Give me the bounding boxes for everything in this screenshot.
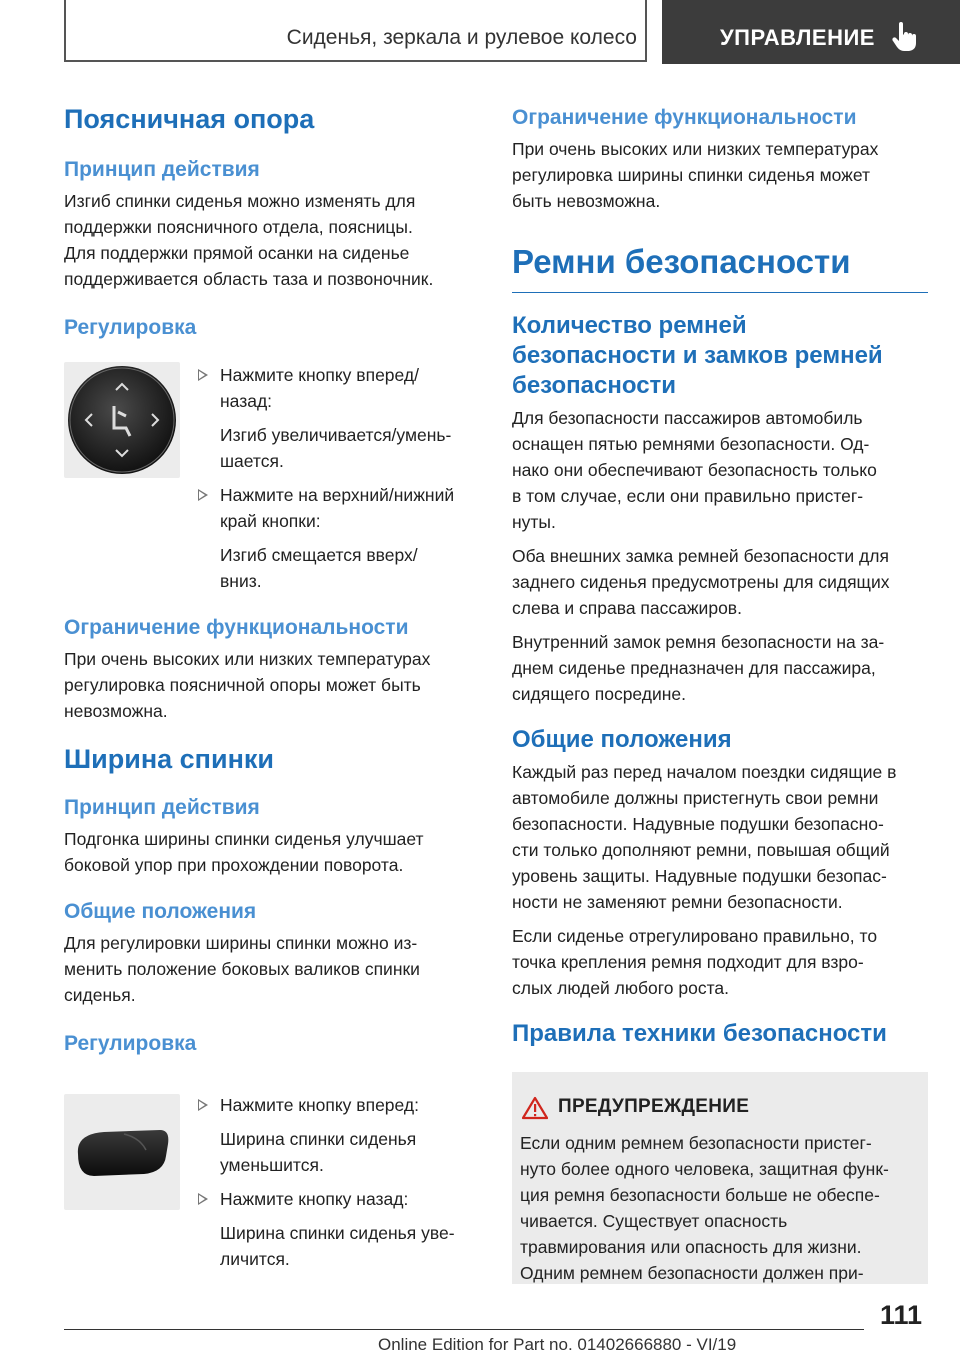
lumbar-bullets <box>190 362 480 594</box>
general-paragraph-1: Каждый раз перед началом поездки сидящие в автомобиле должны пристегнуть свои ремни безопасности. Надувные подушки безопасно- сти только дополняют ремни, повышая общий уровень защиты. Надувные подушки безопас- ности не заменяют ремни безопасности. <box>512 762 897 912</box>
width-limit-text: При очень высоких или низких температурах регулировка ширины спинки сиденья может быть невозможна. <box>512 139 879 211</box>
count-paragraph-3: Внутренний замок ремня безопасности на за- днем сиденье предназначен для пассажира, сидящего посредине. <box>512 632 885 704</box>
edition-footer: Online Edition for Part no. 01402666880 - VI/19 <box>378 1335 737 1354</box>
width-principle-text: Подгонка ширины спинки сиденья улучшает боковой упор при прохождении поворота. <box>64 829 424 875</box>
width-title: Ширина спинки <box>64 744 274 774</box>
footer-rule <box>64 1329 864 1330</box>
page-number: 111 <box>880 1300 923 1330</box>
left-column-lower <box>64 614 484 1058</box>
right-column <box>512 104 932 1049</box>
rules-title: Правила техники безопасности <box>512 1020 887 1047</box>
list-item: Нажмите на верхний/нижний край кнопки: Изгиб смещается вверх/ вниз. <box>190 482 480 594</box>
lumbar-limit-title: Ограничение функциональности <box>64 616 409 639</box>
width-adjust-title: Регулировка <box>64 1032 197 1055</box>
lumbar-principle-title: Принцип действия <box>64 158 260 181</box>
bullet-triangle-icon <box>198 489 208 501</box>
lumbar-button-image <box>64 362 180 478</box>
title-rule <box>512 292 928 293</box>
warning-title: ПРЕДУПРЕЖДЕНИЕ <box>558 1096 750 1117</box>
hand-pointer-icon <box>892 22 918 52</box>
lumbar-limit-text: При очень высоких или низких температурах регулировка поясничной опоры может быть невозможна. <box>64 649 431 721</box>
width-button-image <box>64 1094 180 1210</box>
chapter-badge[interactable] <box>662 0 960 64</box>
list-item: Нажмите кнопку назад: Ширина спинки сиденья уве- личится. <box>190 1186 480 1272</box>
list-item: Нажмите кнопку вперед: Ширина спинки сиденья уменьшится. <box>190 1092 480 1178</box>
count-paragraph-1: Для безопасности пассажиров автомобиль оснащен пятью ремнями безопасности. Од- нако они обеспечивают безопасность только в том случае, если они правильно пристег- нуты. <box>512 408 877 532</box>
bullet-triangle-icon <box>198 369 208 381</box>
count-title: Количество ремней безопасности и замков ремней безопасности <box>512 312 883 399</box>
belts-title: Ремни безопасности <box>512 243 851 280</box>
general-paragraph-2: Если сиденье отрегулировано правильно, то точка крепления ремня подходит для взро- слых людей любого роста. <box>512 926 878 998</box>
width-limit-title: Ограничение функциональности <box>512 106 857 129</box>
width-general-title: Общие положения <box>64 900 257 923</box>
warning-triangle-icon <box>522 1096 548 1120</box>
width-button-icon <box>64 1094 180 1210</box>
bullet-triangle-icon <box>198 1193 208 1205</box>
count-paragraph-2: Оба внешних замка ремней безопасности для заднего сиденья предусмотрены для сидящих слева и справа пассажиров. <box>512 546 890 618</box>
warning-text: Если одним ремнем безопасности пристег- нуто более одного человека, защитная функ- ция ремня безопасности больше не обеспе- чивается. Существует опасность травмирования или опасность для жизни. Одним ремнем безопасности должен при- <box>520 1133 889 1283</box>
lumbar-title: Поясничная опора <box>64 104 315 134</box>
lumbar-principle-text: Изгиб спинки сиденья можно изменять для поддержки поясничного отдела, поясницы. Для поддержки прямой осанки на сиденье поддерживается область таза и позвоночник. <box>64 191 434 289</box>
lumbar-adjust-title: Регулировка <box>64 316 197 339</box>
width-principle-title: Принцип действия <box>64 796 260 819</box>
warning-box <box>512 1070 928 1284</box>
list-item: Нажмите кнопку вперед/ назад: Изгиб увеличивается/умень- шается. <box>190 362 480 474</box>
general-title: Общие положения <box>512 726 732 753</box>
lumbar-knob-icon <box>64 362 180 478</box>
left-column <box>64 96 484 342</box>
bullet-triangle-icon <box>198 1099 208 1111</box>
width-general-text: Для регулировки ширины спинки можно из- менить положение боковых валиков спинки сиденья. <box>64 933 420 1005</box>
section-title: Сиденья, зеркала и рулевое колесо <box>286 26 637 49</box>
width-bullets <box>190 1092 480 1272</box>
chapter-label: УПРАВЛЕНИЕ <box>720 25 875 50</box>
